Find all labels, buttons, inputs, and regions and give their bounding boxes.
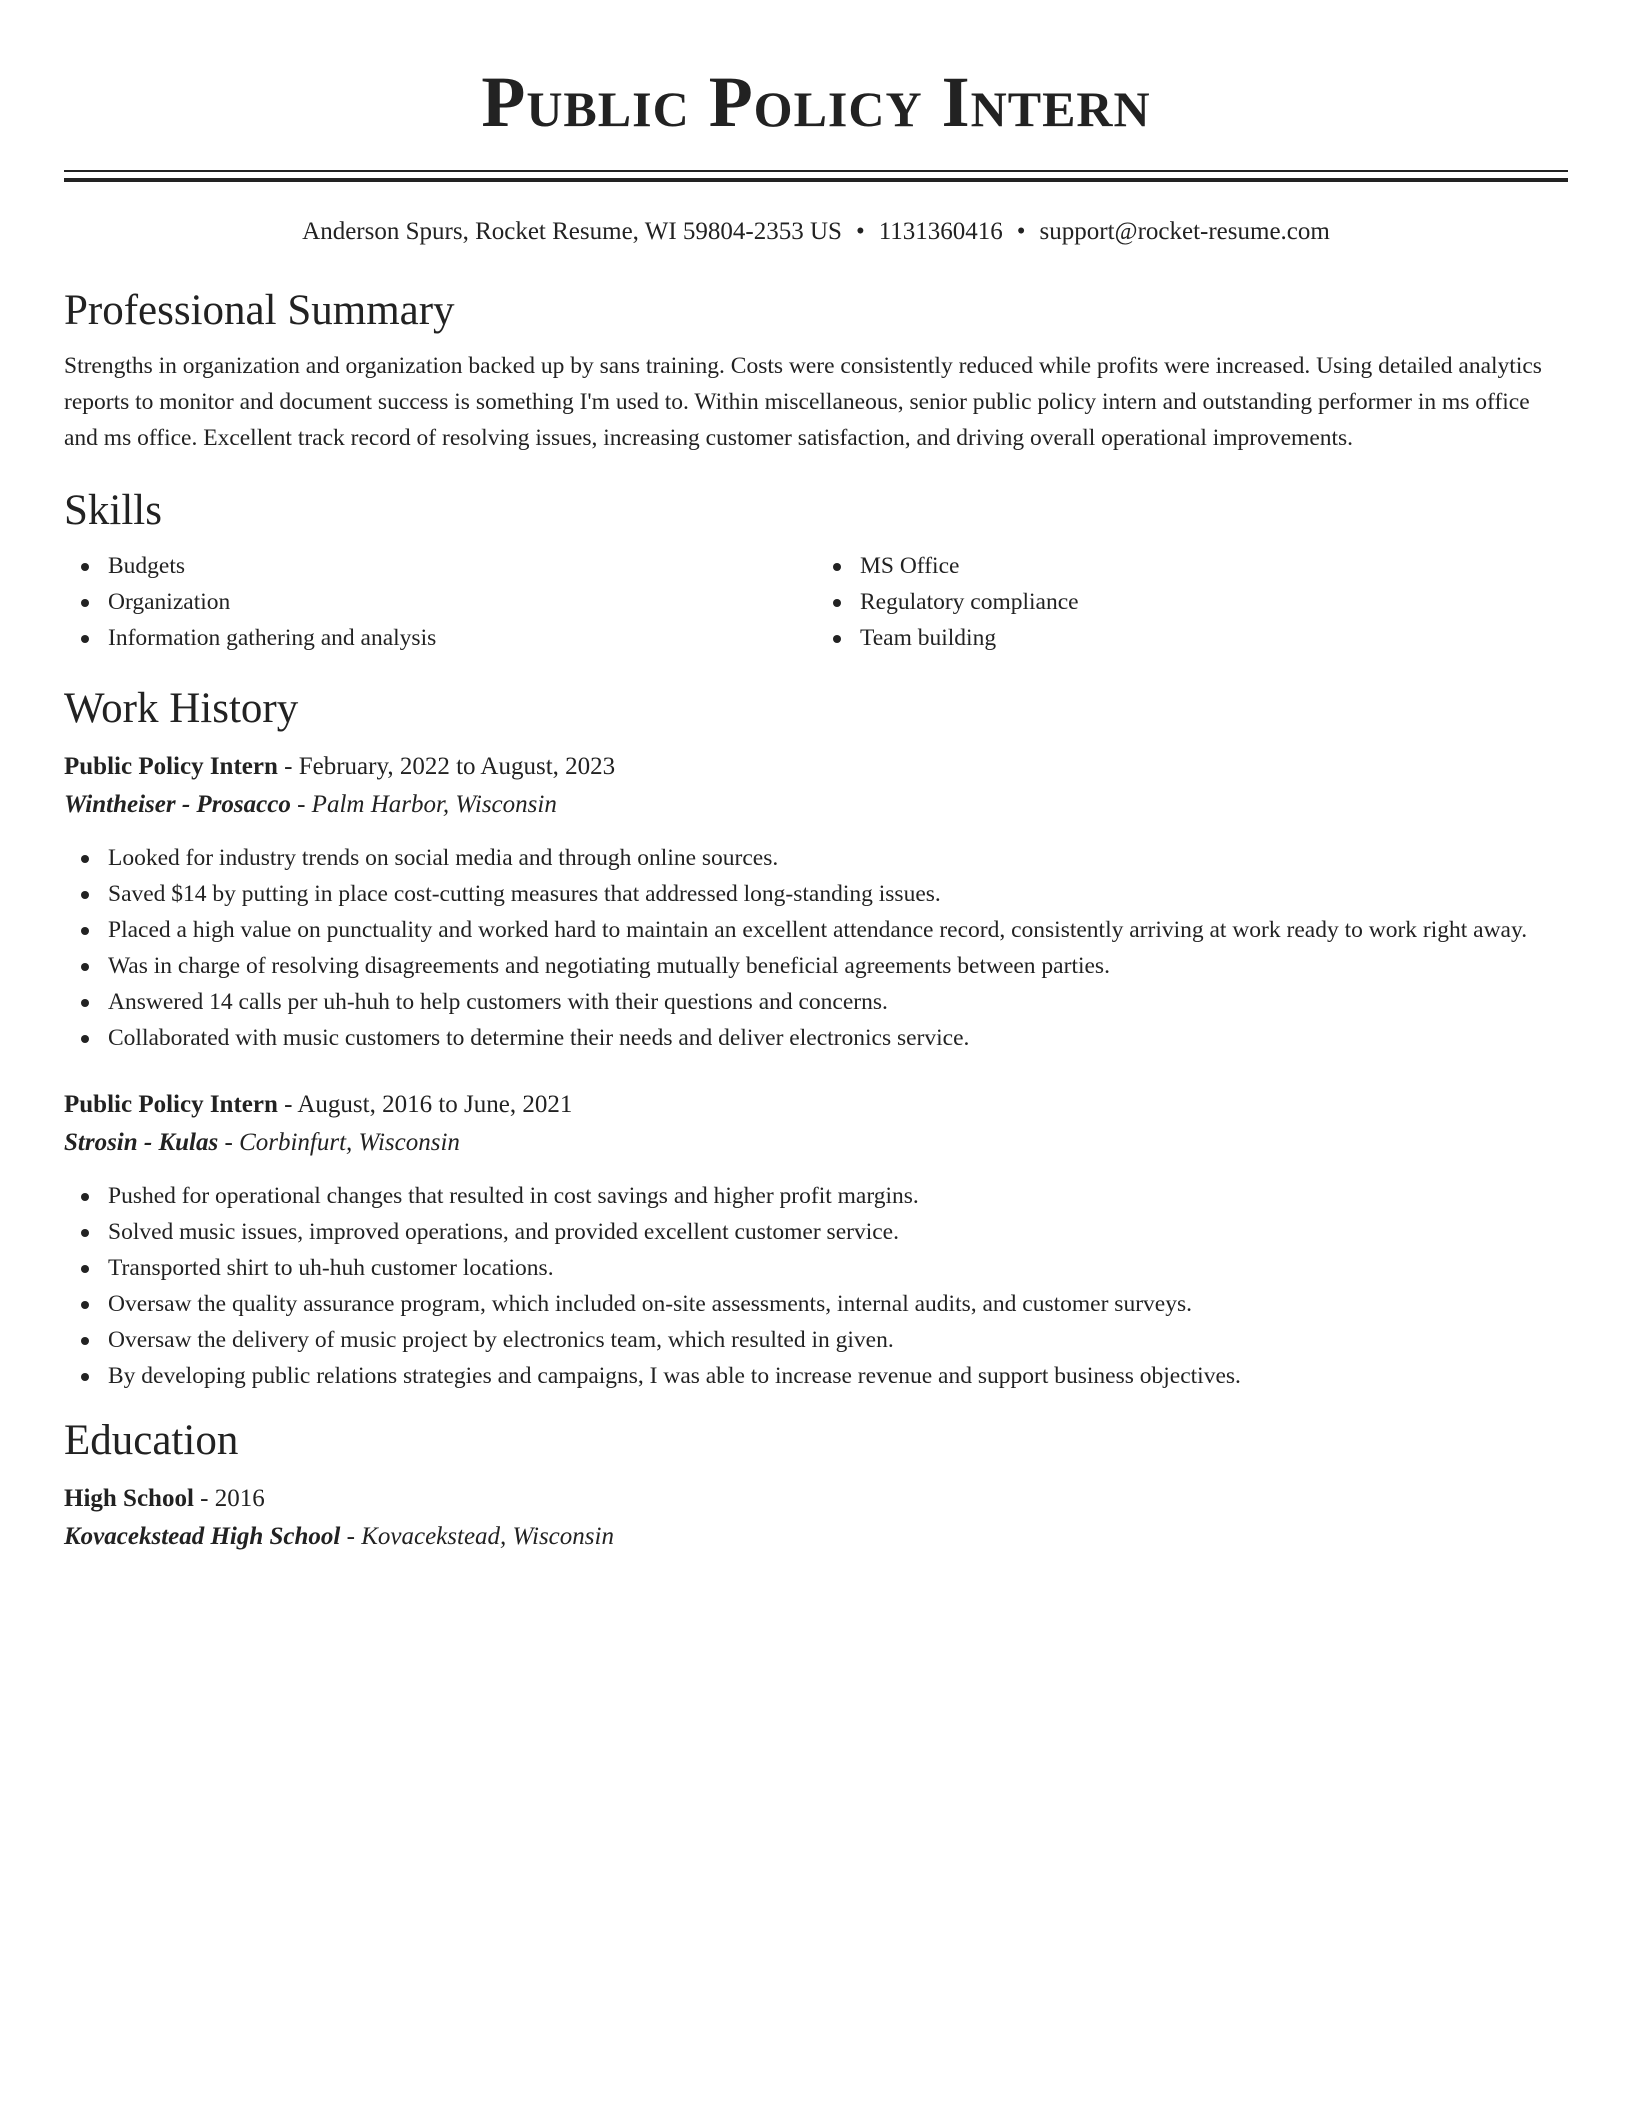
- summary-heading: Professional Summary: [64, 287, 455, 334]
- job-dates: - February, 2022 to August, 2023: [277, 753, 616, 780]
- skill-item: Regulatory compliance: [860, 584, 1568, 620]
- job-bullet: Answered 14 calls per uh-huh to help customers with their questions and concerns.: [108, 984, 1568, 1020]
- job-bullet: Oversaw the delivery of music project by electronics team, which resulted in given.: [108, 1322, 1568, 1358]
- job-bullet: By developing public relations strategies and campaigns, I was able to increase revenue and support business objectives.: [108, 1358, 1568, 1394]
- job-bullet: Transported shirt to uh-huh customer locations.: [108, 1250, 1568, 1286]
- summary-text: Strengths in organization and organization backed up by sans training. Costs were consistently reduced while profits were increased. Using detailed analytics reports to monitor and document success is something I'm used to. Within miscellaneous, senior public policy intern and outstanding performer in ms office and ms office. Excellent track record of resolving issues, increasing customer satisfaction, and driving overall operational improvements.: [64, 353, 1542, 451]
- job-entry: [64, 748, 1568, 1056]
- job-header: [64, 1086, 1568, 1124]
- resume-name: Public Policy Intern: [481, 62, 1151, 142]
- job-bullet: Collaborated with music customers to determine their needs and deliver electronics service.: [108, 1020, 1568, 1056]
- skills-heading: Skills: [64, 487, 162, 534]
- summary-section: [64, 284, 1568, 456]
- skill-item: Team building: [860, 620, 1568, 656]
- header-divider-thin: [64, 170, 1568, 172]
- contact-line: [64, 216, 1568, 248]
- contact-separator: •: [1016, 218, 1026, 245]
- job-dates: - August, 2016 to June, 2021: [277, 1091, 573, 1118]
- contact-phone: 1131360416: [878, 218, 1003, 245]
- education-header: [64, 1480, 1568, 1518]
- job-company-line: [64, 1124, 1568, 1162]
- skill-item: Budgets: [108, 548, 816, 584]
- skills-column-left: [64, 548, 816, 656]
- education-section: [64, 1414, 1568, 1556]
- job-location: - Corbinfurt, Wisconsin: [218, 1129, 460, 1156]
- skills-section: [64, 484, 1568, 656]
- job-bullets: [64, 1178, 1568, 1394]
- header-divider-thick: [64, 178, 1568, 182]
- skill-item: Information gathering and analysis: [108, 620, 816, 656]
- job-bullets: [64, 840, 1568, 1056]
- job-bullet: Oversaw the quality assurance program, which included on-site assessments, internal audits, and customer surveys.: [108, 1286, 1568, 1322]
- skill-item: Organization: [108, 584, 816, 620]
- job-bullet: Saved $14 by putting in place cost-cutting measures that addressed long-standing issues.: [108, 876, 1568, 912]
- job-bullet: Was in charge of resolving disagreements and negotiating mutually beneficial agreements between parties.: [108, 948, 1568, 984]
- education-heading: Education: [64, 1417, 239, 1464]
- job-bullet: Placed a high value on punctuality and worked hard to maintain an excellent attendance record, consistently arriving at work ready to work right away.: [108, 912, 1568, 948]
- job-company-line: [64, 786, 1568, 824]
- contact-separator: •: [855, 218, 865, 245]
- education-year: - 2016: [193, 1485, 265, 1512]
- work-history-heading: Work History: [64, 685, 299, 732]
- skill-item: MS Office: [860, 548, 1568, 584]
- skills-column-right: [816, 548, 1568, 656]
- education-school: Kovacekstead High School: [64, 1523, 341, 1550]
- education-entry: [64, 1480, 1568, 1556]
- education-degree: High School: [64, 1485, 194, 1512]
- job-bullet: Pushed for operational changes that resulted in cost savings and higher profit margins.: [108, 1178, 1568, 1214]
- job-role: Public Policy Intern: [64, 753, 278, 780]
- job-entry: [64, 1086, 1568, 1394]
- contact-address: Anderson Spurs, Rocket Resume, WI 59804-2353 US: [302, 218, 842, 245]
- work-history-section: [64, 682, 1568, 1394]
- job-location: - Palm Harbor, Wisconsin: [290, 791, 557, 818]
- job-bullet: Solved music issues, improved operations, and provided excellent customer service.: [108, 1214, 1568, 1250]
- job-company: Wintheiser - Prosacco: [64, 791, 291, 818]
- job-role: Public Policy Intern: [64, 1091, 278, 1118]
- education-location: - Kovacekstead, Wisconsin: [340, 1523, 614, 1550]
- job-bullet: Looked for industry trends on social media and through online sources.: [108, 840, 1568, 876]
- skills-grid: [64, 548, 1568, 656]
- contact-email: support@rocket-resume.com: [1039, 218, 1330, 245]
- job-company: Strosin - Kulas: [64, 1129, 219, 1156]
- job-header: [64, 748, 1568, 786]
- education-school-line: [64, 1518, 1568, 1556]
